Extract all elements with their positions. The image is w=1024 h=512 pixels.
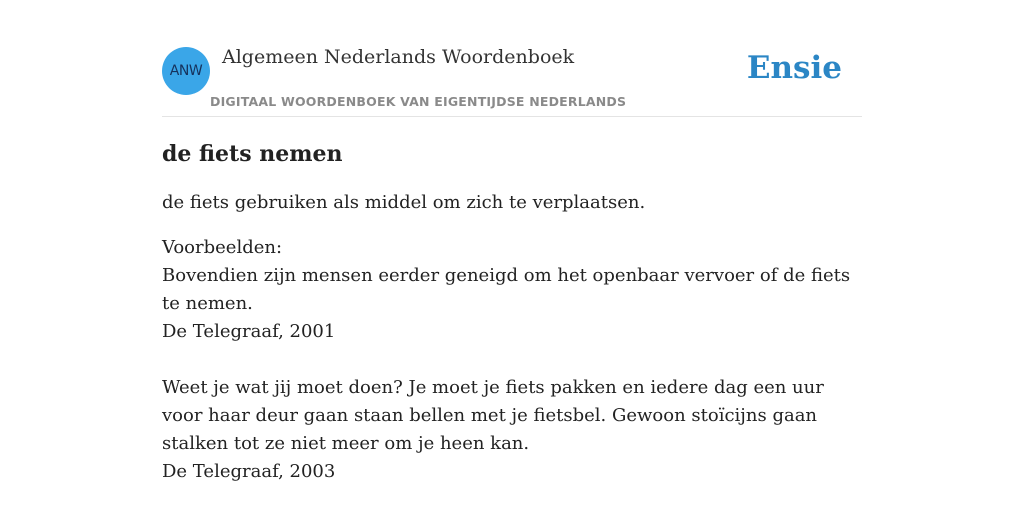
example-text: Weet je wat jij moet doen? Je moet je fiets pakken en iedere dag een uur voor haar deur gaan staan bellen met je fietsbel. Gewoon stoïcijns gaan stalken tot ze niet meer om je heen kan. (162, 377, 824, 454)
examples-section (162, 234, 862, 486)
entry-term: de fiets nemen (162, 141, 343, 167)
example-spacer (162, 346, 862, 374)
site-header (162, 0, 862, 117)
site-title[interactable]: Algemeen Nederlands Woordenboek (222, 46, 575, 68)
examples-label: Voorbeelden: (162, 237, 283, 258)
anw-logo[interactable] (162, 47, 210, 95)
ensie-brand-link[interactable]: Ensie (746, 50, 842, 86)
entry-content (162, 138, 862, 486)
example-source: De Telegraaf, 2003 (162, 461, 336, 482)
example-text: Bovendien zijn mensen eerder geneigd om het openbaar vervoer of de fiets te nemen. (162, 265, 851, 314)
entry-definition: de fiets gebruiken als middel om zich te verplaatsen. (162, 192, 646, 213)
logo-text: ANW (169, 63, 203, 79)
site-subtitle: DIGITAAL WOORDENBOEK VAN EIGENTIJDSE NEDERLANDS (210, 94, 627, 109)
example-source: De Telegraaf, 2001 (162, 321, 336, 342)
